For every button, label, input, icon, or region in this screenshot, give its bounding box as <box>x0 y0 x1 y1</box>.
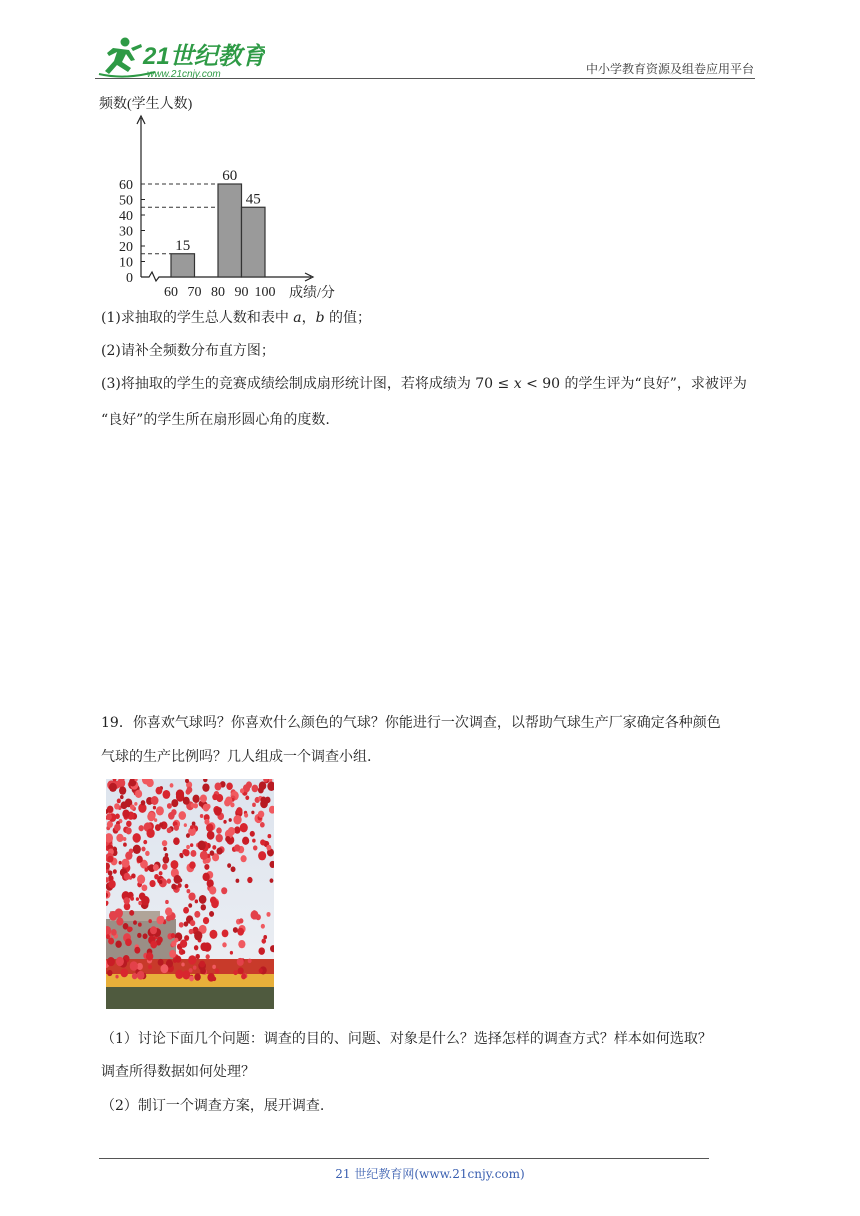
balloon-shape <box>233 815 241 825</box>
balloon-shape <box>143 840 147 844</box>
balloon-shape <box>107 821 113 828</box>
balloon-shape <box>133 920 137 924</box>
balloon-shape <box>126 827 132 834</box>
balloon-shape <box>167 803 172 809</box>
balloon-shape <box>173 958 177 963</box>
balloon-shape <box>230 802 234 807</box>
balloon-shape <box>183 907 189 914</box>
runner-icon <box>105 38 142 75</box>
balloon-shape <box>204 864 209 870</box>
balloon-shape <box>115 975 118 979</box>
x-tick-label: 90 <box>234 285 249 300</box>
balloon-shape <box>247 877 252 883</box>
balloon-shape <box>137 933 141 938</box>
balloon-shape <box>132 833 140 843</box>
balloon-shape <box>184 921 189 926</box>
balloon-shape <box>189 929 194 934</box>
balloon-shape <box>186 833 190 838</box>
balloon-shape <box>156 787 163 795</box>
footer-divider <box>99 1158 709 1159</box>
balloon-shape <box>159 822 163 826</box>
balloon-shape <box>153 806 156 810</box>
balloon-shape <box>111 929 117 936</box>
balloon-shape <box>119 861 122 865</box>
site-logo <box>95 34 265 82</box>
balloon-shape <box>159 871 163 875</box>
balloon-shape <box>199 961 205 968</box>
balloon-shape <box>189 861 196 869</box>
balloon-shape <box>215 783 222 791</box>
balloon-shape <box>200 794 207 802</box>
balloon-shape <box>181 962 184 966</box>
balloon-shape <box>122 810 129 818</box>
balloon-shape <box>236 807 242 814</box>
logo-url: www.21cnjy.com <box>147 69 221 80</box>
balloon-shape <box>178 883 182 888</box>
balloon-shape <box>240 823 248 832</box>
balloon-shape <box>182 849 187 855</box>
balloon-shape <box>209 886 216 894</box>
balloon-shape <box>171 884 176 890</box>
balloon-shape <box>224 799 230 806</box>
q19-part1-line2: 调查所得数据如何处理？ <box>101 1064 255 1080</box>
balloon-shape <box>124 873 130 880</box>
balloon-shape <box>230 951 233 955</box>
balloon-shape <box>258 811 264 818</box>
balloon-shape <box>266 845 271 851</box>
balloon-shape <box>107 856 113 863</box>
balloon-shape <box>130 804 135 809</box>
histogram-chart <box>95 92 365 304</box>
balloon-shape <box>180 940 187 948</box>
balloon-shape <box>171 933 176 938</box>
balloons-photo <box>106 779 274 1009</box>
balloon-shape <box>239 918 243 923</box>
balloon-shape <box>151 796 159 805</box>
balloon-shape <box>130 896 134 900</box>
balloon-shape <box>162 840 167 846</box>
balloon-shape <box>114 803 119 809</box>
balloon-shape <box>238 940 245 948</box>
x-tick-label: 80 <box>211 285 225 300</box>
balloon-shape <box>207 831 215 840</box>
balloon-shape <box>206 954 210 959</box>
site-name: 中小学教育资源及组卷应用平台 <box>585 62 754 76</box>
balloon-shape <box>142 884 148 891</box>
balloon-shape <box>120 795 124 799</box>
balloon-shape <box>121 801 128 809</box>
balloon-shape <box>188 955 196 964</box>
balloon-shape <box>146 952 153 960</box>
balloon-shape <box>188 892 195 900</box>
balloon-shape <box>169 950 176 958</box>
balloon-shape <box>147 812 155 821</box>
balloon-shape <box>171 860 179 869</box>
balloon-shape <box>159 880 163 884</box>
balloon-shape <box>119 786 126 794</box>
q18-part3: (3)将抽取的学生的竞赛成绩绘制成扇形统计图，若将成绩为 70 ≤ x < 90 的学生评为“良好”，求被评为 <box>101 376 747 392</box>
balloon-shape <box>125 851 132 859</box>
balloon-shape <box>214 807 221 816</box>
balloon-shape <box>154 874 159 879</box>
balloon-shape <box>183 797 190 805</box>
x-tick-label: 70 <box>187 285 202 300</box>
balloon-shape <box>206 804 211 809</box>
balloon-shape <box>240 855 246 862</box>
balloon-shape <box>189 976 194 982</box>
balloon-shape <box>162 864 168 870</box>
footer-link[interactable]: 21 世纪教育网(www.21cnjy.com) <box>335 1167 525 1181</box>
balloon-shape <box>194 945 199 950</box>
y-tick-label: 30 <box>119 224 133 240</box>
balloon-shape <box>136 897 139 901</box>
balloon-shape <box>180 854 183 858</box>
balloon-shape <box>192 795 199 803</box>
x-tick-label: 60 <box>164 285 178 300</box>
balloon-shape <box>252 839 256 843</box>
balloon-shape <box>174 875 182 884</box>
balloon-shape <box>108 870 113 875</box>
y-tick-label: 50 <box>119 193 133 209</box>
balloon-shape <box>193 966 197 970</box>
balloon-shape <box>158 959 164 966</box>
balloon-shape <box>212 794 218 800</box>
balloon-shape <box>171 809 176 815</box>
balloon-shape <box>199 895 207 904</box>
balloon-shape <box>187 786 193 793</box>
balloon-shape <box>200 968 206 975</box>
balloon-shape <box>190 825 193 829</box>
balloon-shape <box>109 783 117 792</box>
balloon-shape <box>138 825 143 831</box>
balloon-shape <box>157 936 163 943</box>
balloon-shape <box>195 899 198 903</box>
logo-text: 21世纪教育 <box>143 43 265 70</box>
balloon-shape <box>212 965 216 969</box>
balloon-shape <box>165 907 172 915</box>
balloon-shape <box>137 875 145 884</box>
balloon-shape <box>225 836 230 842</box>
balloon-shape <box>258 787 264 794</box>
balloon-shape <box>156 916 163 925</box>
histogram-bar <box>242 207 266 277</box>
balloon-shape <box>106 813 112 820</box>
balloon-shape <box>134 802 137 806</box>
balloon-shape <box>107 957 115 966</box>
y-tick-label: 0 <box>126 271 133 286</box>
balloon-shape <box>156 806 164 815</box>
balloon-shape <box>148 965 152 970</box>
balloon-shape <box>134 947 140 954</box>
balloon-shape <box>258 851 266 860</box>
balloon-shape <box>222 929 229 937</box>
balloon-shape <box>204 819 209 825</box>
balloon-shape <box>238 967 244 974</box>
balloon-shape <box>242 837 249 845</box>
balloon-shape <box>145 851 150 856</box>
balloon-shape <box>179 922 184 928</box>
y-tick-label: 20 <box>119 240 133 255</box>
bar-data-label: 60 <box>222 168 238 184</box>
balloon-shape <box>200 851 208 860</box>
balloon-shape <box>176 789 184 798</box>
balloon-shape <box>250 831 255 837</box>
q19-part1-line1: （1）讨论下面几个问题：调查的目的、问题、对象是什么？选择怎样的调查方式？样本如何选取？ <box>101 1031 712 1047</box>
balloon-shape <box>190 850 196 857</box>
balloon-shape <box>221 887 227 894</box>
balloon-shape <box>222 942 226 947</box>
balloon-shape <box>163 856 170 864</box>
y-axis-label: 频数(学生人数) <box>99 97 193 112</box>
balloon-shape <box>117 799 121 804</box>
balloon-shape <box>150 941 157 949</box>
balloon-shape <box>233 927 238 933</box>
balloon-shape <box>231 866 236 872</box>
balloon-shape <box>229 818 232 822</box>
balloon-shape <box>123 842 127 846</box>
q18-part3-line2: “良好”的学生所在扇形圆心角的度数. <box>101 412 330 428</box>
balloon-shape <box>167 879 172 884</box>
balloon-shape <box>237 958 244 966</box>
balloon-shape <box>201 904 206 910</box>
q19-part2: （2）制订一个调查方案，展开调查. <box>101 1098 325 1114</box>
balloon-shape <box>210 850 215 855</box>
balloon-shape <box>138 922 142 926</box>
balloon-shape <box>226 782 233 790</box>
balloon-shape <box>252 785 259 793</box>
bar-data-label: 45 <box>245 191 261 208</box>
balloon-shape <box>240 788 244 793</box>
balloon-shape <box>270 878 274 882</box>
balloon-shape <box>266 912 270 917</box>
balloon-shape <box>260 839 265 845</box>
balloon-shape <box>123 897 129 904</box>
balloon-shape <box>251 811 254 815</box>
balloon-shape <box>113 869 117 874</box>
balloon-shape <box>237 928 244 936</box>
balloon-shape <box>200 814 203 818</box>
balloon-shape <box>259 968 263 973</box>
balloon-shape <box>248 959 252 964</box>
balloon-shape <box>185 884 189 888</box>
balloon-shape <box>115 941 121 948</box>
balloon-shape <box>190 843 193 847</box>
balloon-shape <box>234 844 240 851</box>
header-divider <box>95 78 755 79</box>
histogram-bar <box>218 184 242 277</box>
balloon-shape <box>150 926 157 934</box>
balloon-shape <box>241 973 246 979</box>
balloon-shape <box>252 803 256 807</box>
histogram-bar <box>171 254 195 277</box>
balloon-shape <box>233 970 237 975</box>
q19-stem-line2: 气球的生产比例吗？几人组成一个调查小组. <box>101 749 372 765</box>
balloon-shape <box>144 868 148 872</box>
balloon-shape <box>116 834 123 842</box>
balloon-shape <box>130 961 138 970</box>
balloon-shape <box>137 971 145 980</box>
x-tick-label: 100 <box>254 285 276 300</box>
balloon-shape <box>209 911 214 917</box>
q18-part2: (2)请补全频数分布直方图； <box>101 343 275 359</box>
q18-part1: (1)求抽取的学生总人数和表中 a，b 的值； <box>101 310 372 326</box>
balloon-shape <box>116 957 124 966</box>
balloon-shape <box>125 938 132 946</box>
y-tick-label: 60 <box>119 178 133 193</box>
balloon-shape <box>184 823 187 827</box>
balloon-shape <box>203 917 209 924</box>
balloon-shape <box>149 880 155 887</box>
balloon-shape <box>116 917 123 925</box>
balloon-shape <box>174 825 179 831</box>
balloon-shape <box>126 821 132 827</box>
balloon-shape <box>188 903 192 908</box>
balloon-shape <box>171 799 178 807</box>
balloon-shape <box>212 845 216 850</box>
bar-data-label: 15 <box>175 237 191 254</box>
balloon-shape <box>129 927 133 932</box>
balloon-shape <box>129 910 134 916</box>
balloon-shape <box>133 845 141 854</box>
balloon-shape <box>136 856 142 863</box>
balloon-shape <box>181 950 185 954</box>
balloon-shape <box>260 797 266 804</box>
balloon-shape <box>195 954 199 959</box>
balloon-shape <box>163 847 167 851</box>
balloon-shape <box>186 889 190 893</box>
balloon-shape <box>166 915 171 921</box>
balloon-shape <box>267 834 271 838</box>
balloon-shape <box>253 845 257 850</box>
balloon-shape <box>120 968 128 977</box>
balloon-shape <box>228 827 235 836</box>
balloon-shape <box>165 853 168 857</box>
balloon-shape <box>175 970 183 979</box>
balloon-shape <box>107 970 112 976</box>
balloon-shape <box>167 827 172 833</box>
balloon-shape <box>200 942 208 951</box>
balloon-shape <box>245 796 249 800</box>
balloon-shape <box>260 822 265 827</box>
balloon-shape <box>162 790 170 799</box>
balloon-shape <box>211 900 219 909</box>
y-tick-label: 40 <box>119 209 133 224</box>
balloon-shape <box>209 930 217 939</box>
balloon-shape <box>223 820 226 824</box>
balloon-shape <box>261 924 265 929</box>
balloon-shape <box>251 910 259 919</box>
balloon-shape <box>109 911 117 921</box>
balloon-shape <box>194 911 200 918</box>
balloon-shape <box>227 863 231 868</box>
balloon-shape <box>236 879 240 883</box>
balloon-shape <box>141 896 149 906</box>
balloon-shape <box>148 919 152 923</box>
balloon-shape <box>178 811 186 820</box>
balloon-shape <box>193 803 198 808</box>
balloon-shape <box>146 828 154 838</box>
y-tick-label: 10 <box>119 255 133 271</box>
q19-stem-line1: 19．你喜欢气球吗？你喜欢什么颜色的气球？你能进行一次调查，以帮助气球生产厂家确定各种颜色 <box>101 715 721 731</box>
balloon-shape <box>189 968 193 973</box>
balloon-shape <box>244 813 248 818</box>
balloon-shape <box>122 859 130 868</box>
balloon-shape <box>135 790 142 798</box>
balloon-shape <box>170 783 174 787</box>
balloon-shape <box>216 848 222 855</box>
balloon-shape <box>165 900 169 904</box>
balloon-shape <box>198 841 206 851</box>
balloon-shape <box>143 933 148 939</box>
balloon-shape <box>258 947 265 955</box>
x-axis-label: 成绩/分 <box>289 286 335 301</box>
balloon-shape <box>173 837 180 845</box>
balloon-shape <box>114 824 121 832</box>
balloon-shape <box>186 845 190 849</box>
balloon-shape <box>216 827 222 833</box>
balloon-shape <box>194 973 201 980</box>
balloon-shape <box>215 969 219 974</box>
balloon-shape <box>202 783 209 791</box>
balloon-shape <box>153 864 159 871</box>
balloon-shape <box>216 834 223 842</box>
balloon-shape <box>263 935 267 939</box>
balloon-shape <box>131 873 136 878</box>
balloon-shape <box>192 822 196 826</box>
balloon-shape <box>141 800 146 805</box>
balloon-shape <box>108 880 115 889</box>
balloon-shape <box>194 931 202 941</box>
balloon-shape <box>174 938 178 943</box>
balloon-shape <box>190 920 195 926</box>
balloon-shape <box>212 977 216 982</box>
balloon-shape <box>141 847 145 852</box>
